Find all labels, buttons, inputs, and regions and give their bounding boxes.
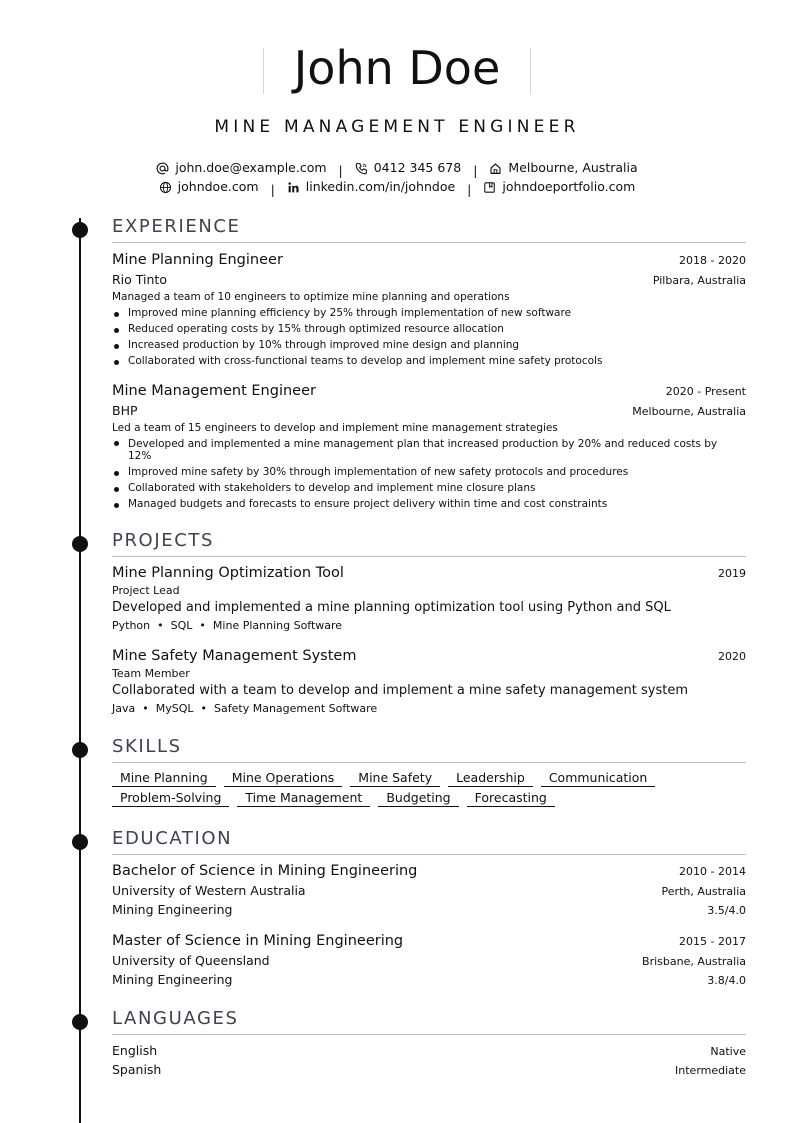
job-bullets — [112, 436, 746, 512]
contact-location: Melbourne, Australia — [489, 159, 637, 177]
skill-tag: Mine Planning — [112, 770, 216, 787]
experience-entry — [112, 381, 746, 512]
job-dates: 2018 - 2020 — [679, 254, 746, 267]
language-level: Native — [710, 1045, 746, 1058]
experience-section — [112, 216, 746, 512]
skill-tag: Mine Operations — [224, 770, 343, 787]
job-role: Mine Planning Engineer — [112, 252, 283, 268]
skill-tag: Time Management — [237, 790, 370, 807]
field-of-study: Mining Engineering — [112, 902, 233, 917]
project-entry — [112, 563, 746, 634]
gpa: 3.5/4.0 — [707, 904, 746, 917]
separator: | — [473, 162, 478, 178]
school-location: Perth, Australia — [661, 885, 746, 898]
tech-item: Java — [112, 702, 136, 715]
job-company: BHP — [112, 403, 138, 418]
degree: Master of Science in Mining Engineering — [112, 933, 404, 949]
skill-tag: Communication — [541, 770, 656, 787]
degree: Bachelor of Science in Mining Engineering — [112, 863, 418, 879]
job-title-heading: MINE MANAGEMENT ENGINEER — [214, 117, 580, 137]
field-of-study: Mining Engineering — [112, 972, 233, 987]
project-name: Mine Planning Optimization Tool — [112, 565, 344, 581]
tech-item: Safety Management Software — [214, 702, 378, 715]
skill-tag: Leadership — [448, 770, 533, 787]
school: University of Western Australia — [112, 883, 306, 898]
linkedin-icon — [287, 181, 300, 194]
education-dates: 2015 - 2017 — [679, 935, 746, 948]
timeline-dot-experience — [72, 222, 88, 238]
school-location: Brisbane, Australia — [642, 955, 746, 968]
globe-icon — [159, 181, 172, 194]
language-level: Intermediate — [675, 1064, 746, 1077]
job-bullets — [112, 305, 746, 369]
job-dates: 2020 - Present — [665, 385, 746, 398]
skill-tag: Forecasting — [467, 790, 555, 807]
job-bullet: Developed and implemented a mine management plan that increased production by 20% and reduced costs by 12% — [112, 436, 746, 464]
tech-separator: • — [157, 619, 164, 632]
contact-email[interactable]: john.doe@example.com — [156, 159, 326, 177]
job-bullet: Collaborated with cross-functional teams to develop and implement mine safety protocols — [112, 353, 746, 369]
job-bullet: Managed budgets and forecasts to ensure project delivery within time and cost constraints — [112, 496, 746, 512]
contact-portfolio[interactable]: johndoeportfolio.com — [483, 178, 635, 196]
project-tech — [112, 700, 746, 717]
experience-heading: EXPERIENCE — [112, 216, 746, 243]
contact-website[interactable]: johndoe.com — [159, 178, 259, 196]
skill-tag: Mine Safety — [350, 770, 440, 787]
language-name: Spanish — [112, 1062, 162, 1077]
home-icon — [489, 162, 502, 175]
project-description: Developed and implemented a mine planning optimization tool using Python and SQL — [112, 600, 671, 615]
language-row — [112, 1060, 746, 1079]
languages-section — [112, 1008, 746, 1079]
languages-heading: LANGUAGES — [112, 1008, 746, 1035]
at-icon — [156, 162, 169, 175]
language-row — [112, 1041, 746, 1060]
timeline-dot-languages — [72, 1014, 88, 1030]
tech-item: Mine Planning Software — [212, 619, 343, 632]
timeline-dot-skills — [72, 742, 88, 758]
tech-item: MySQL — [155, 702, 194, 715]
project-description: Collaborated with a team to develop and implement a mine safety management system — [112, 683, 689, 698]
phone-icon — [355, 162, 368, 175]
contact-row-2 — [0, 178, 794, 199]
job-location: Melbourne, Australia — [632, 405, 746, 418]
job-company: Rio Tinto — [112, 272, 167, 287]
job-bullet: Improved mine planning efficiency by 25% through implementation of new software — [112, 305, 746, 321]
project-year: 2019 — [718, 567, 746, 580]
skills-section — [112, 736, 746, 807]
project-year: 2020 — [718, 650, 746, 663]
portfolio-icon — [483, 181, 496, 194]
contact-phone[interactable]: 0412 345 678 — [355, 159, 461, 177]
timeline-line — [79, 218, 81, 1123]
experience-entry — [112, 250, 746, 369]
skill-tag: Budgeting — [378, 790, 458, 807]
job-bullet: Reduced operating costs by 15% through optimized resource allocation — [112, 321, 746, 337]
gpa: 3.8/4.0 — [707, 974, 746, 987]
skills-heading: SKILLS — [112, 736, 746, 763]
job-role: Mine Management Engineer — [112, 383, 316, 399]
projects-heading: PROJECTS — [112, 530, 746, 557]
education-entry — [112, 931, 746, 989]
job-summary: Managed a team of 10 engineers to optimize mine planning and operations — [112, 291, 510, 303]
candidate-name: John Doe — [293, 41, 501, 95]
language-name: English — [112, 1043, 158, 1058]
skills-list — [112, 770, 746, 807]
separator: | — [270, 181, 275, 197]
contact-linkedin[interactable]: linkedin.com/in/johndoe — [287, 178, 455, 196]
separator: | — [338, 162, 343, 178]
timeline-dot-projects — [72, 536, 88, 552]
languages-list — [112, 1041, 746, 1079]
education-entry — [112, 861, 746, 919]
job-location: Pilbara, Australia — [652, 274, 746, 287]
project-tech — [112, 617, 746, 634]
tech-separator: • — [142, 702, 149, 715]
tech-item: Python — [112, 619, 151, 632]
tech-separator: • — [200, 702, 208, 715]
project-role: Team Member — [112, 667, 190, 680]
tech-item: SQL — [170, 619, 193, 632]
job-bullet: Improved mine safety by 30% through implementation of new safety protocols and procedures — [112, 464, 746, 480]
contact-row-1 — [0, 159, 794, 180]
tech-separator: • — [199, 619, 206, 632]
timeline-dot-education — [72, 834, 88, 850]
skill-tag: Problem-Solving — [112, 790, 229, 807]
school: University of Queensland — [112, 953, 270, 968]
education-heading: EDUCATION — [112, 828, 746, 855]
education-dates: 2010 - 2014 — [679, 865, 746, 878]
job-bullet: Increased production by 10% through improved mine design and planning — [112, 337, 746, 353]
projects-section — [112, 530, 746, 717]
education-section — [112, 828, 746, 989]
project-entry — [112, 646, 746, 717]
project-role: Project Lead — [112, 584, 180, 597]
separator: | — [467, 181, 472, 197]
job-bullet: Collaborated with stakeholders to develop and implement mine closure plans — [112, 480, 746, 496]
project-name: Mine Safety Management System — [112, 648, 357, 664]
job-summary: Led a team of 15 engineers to develop and implement mine management strategies — [112, 422, 558, 434]
